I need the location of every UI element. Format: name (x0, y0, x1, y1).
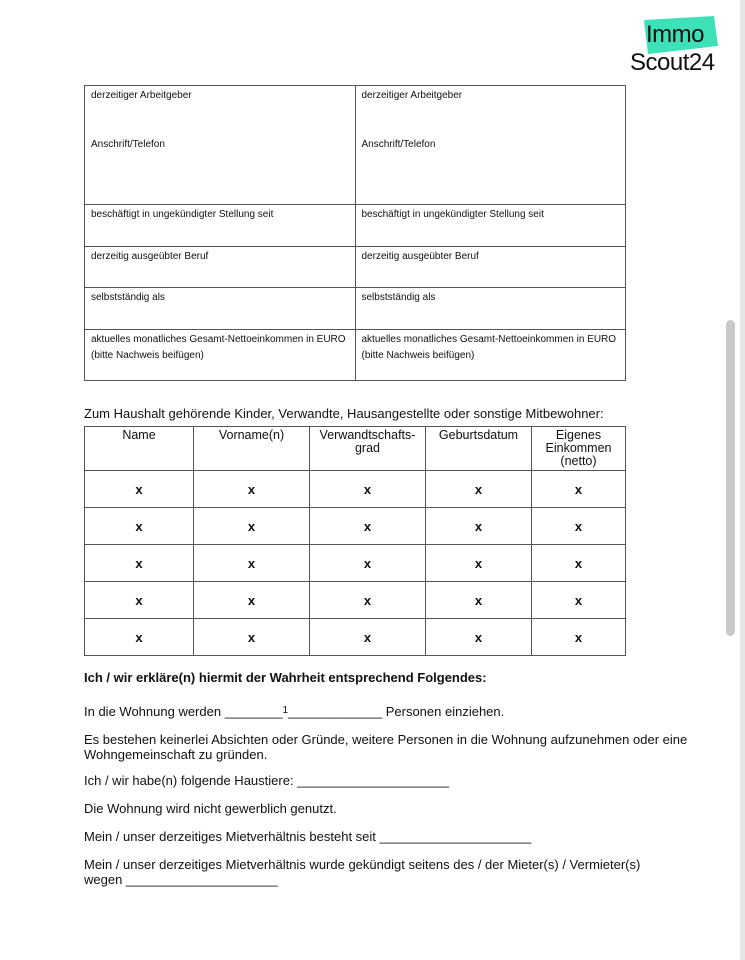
table-cell: x (426, 508, 532, 545)
table-row (85, 86, 626, 205)
employed-since-cell-left (85, 205, 356, 247)
household-heading: Zum Haushalt gehörende Kinder, Verwandte, Hausangestellte oder sonstige Mitbewohner: (84, 406, 604, 421)
declaration-title: Ich / wir erkläre(n) hiermit der Wahrheit entsprechend Folgendes: (84, 670, 487, 685)
occupation-cell-right (355, 247, 626, 288)
table-cell: x (426, 471, 532, 508)
cell-label: selbstständig als (91, 292, 165, 303)
table-cell: x (532, 471, 626, 508)
table-cell: x (85, 582, 194, 619)
table-row (85, 288, 626, 330)
cell-label: aktuelles monatliches Gesamt-Nettoeinkommen in EURO (361, 334, 617, 345)
table-cell: x (532, 619, 626, 656)
tenancy-since-line[interactable]: Mein / unser derzeitiges Mietverhältnis besteht seit _____________________ (84, 829, 532, 844)
table-cell: x (310, 545, 426, 582)
cell-label: beschäftigt in ungekündigter Stellung seit (91, 209, 274, 220)
logo-text-scout24: Scout24 (630, 49, 715, 76)
net-income-cell-left (85, 330, 356, 381)
pets-line[interactable]: Ich / wir habe(n) folgende Haustiere: _____________________ (84, 773, 449, 788)
cell-label: derzeitig ausgeübter Beruf (91, 251, 209, 262)
table-cell: x (426, 545, 532, 582)
cell-label: derzeitig ausgeübter Beruf (361, 251, 479, 262)
table-cell: x (532, 545, 626, 582)
persons-moving-in: In die Wohnung werden ________$^1$_____________ Personen einziehen. (84, 704, 505, 719)
table-cell: x (85, 545, 194, 582)
self-employed-cell-left (85, 288, 356, 330)
employed-since-cell-right (355, 205, 626, 247)
employer-cell-left (85, 86, 356, 205)
table-row (85, 247, 626, 288)
column-header-name: Name (85, 427, 194, 471)
employment-table (84, 85, 626, 381)
table-row (85, 619, 626, 656)
table-cell: x (426, 619, 532, 656)
table-cell: x (310, 508, 426, 545)
cell-label: derzeitiger Arbeitgeber (361, 90, 463, 101)
table-cell: x (85, 508, 194, 545)
table-cell: x (194, 508, 310, 545)
table-row (85, 508, 626, 545)
table-cell: x (310, 619, 426, 656)
cell-label: derzeitiger Arbeitgeber (91, 90, 192, 101)
self-employed-cell-right (355, 288, 626, 330)
cell-label: Anschrift/Telefon (361, 139, 436, 150)
net-income-cell-right (355, 330, 626, 381)
column-header-first-name: Vorname(n) (194, 427, 310, 471)
persons-count-value[interactable]: 1 (282, 705, 289, 716)
table-cell: x (85, 471, 194, 508)
column-header-own-income: Eigenes Einkommen (netto) (532, 427, 626, 471)
table-cell: x (194, 582, 310, 619)
table-cell: x (310, 582, 426, 619)
logo-text-immo: Immo (646, 21, 704, 48)
cell-label: selbstständig als (361, 292, 436, 303)
table-cell: x (194, 471, 310, 508)
table-cell: x (310, 471, 426, 508)
table-cell: x (426, 582, 532, 619)
table-row (85, 545, 626, 582)
household-header-row (85, 427, 626, 471)
cell-label: aktuelles monatliches Gesamt-Nettoeinkommen in EURO (91, 334, 346, 345)
employer-cell-right (355, 86, 626, 205)
occupation-cell-left (85, 247, 356, 288)
tenancy-terminated-line[interactable]: Mein / unser derzeitiges Mietverhältnis wurde gekündigt seitens des / der Mieter(s) / Vermieter(s) wegen _____________________ (84, 857, 641, 887)
table-cell: x (194, 619, 310, 656)
no-additional-persons-statement: Es bestehen keinerlei Absichten oder Gründe, weitere Personen in die Wohnung aufzunehmen oder eine Wohngemeinschaft zu gründen. (84, 732, 688, 762)
table-row (85, 471, 626, 508)
scrollbar-thumb[interactable] (726, 320, 735, 636)
immoscout24-logo (628, 16, 724, 76)
table-row (85, 582, 626, 619)
table-cell: x (532, 582, 626, 619)
cell-label: (bitte Nachweis beifügen) (91, 350, 204, 361)
table-row (85, 330, 626, 381)
cell-label: beschäftigt in ungekündigter Stellung seit (361, 209, 544, 220)
cell-label: Anschrift/Telefon (91, 139, 165, 150)
column-header-birthdate: Geburtsdatum (426, 427, 532, 471)
table-cell: x (85, 619, 194, 656)
column-header-relationship: Verwandtschafts- grad (310, 427, 426, 471)
no-commercial-use-statement: Die Wohnung wird nicht gewerblich genutzt. (84, 801, 337, 816)
cell-label: (bitte Nachweis beifügen) (361, 350, 475, 361)
table-cell: x (532, 508, 626, 545)
table-cell: x (194, 545, 310, 582)
household-table (84, 426, 626, 656)
table-row (85, 205, 626, 247)
